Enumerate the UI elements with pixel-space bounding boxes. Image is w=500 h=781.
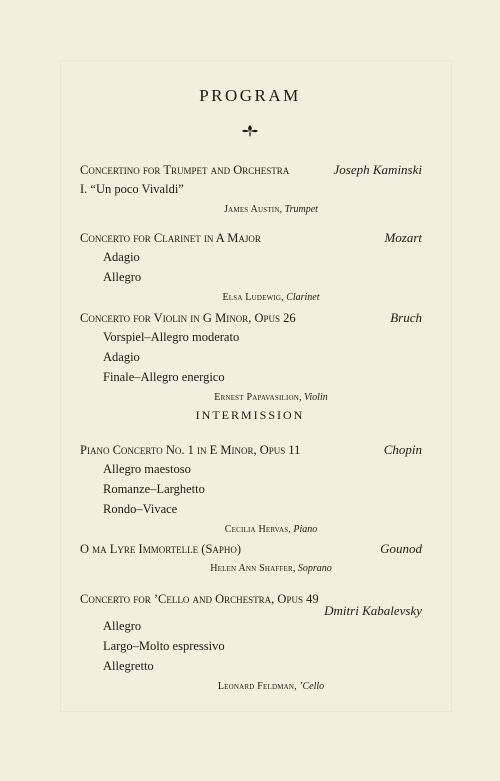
- composer-name: Bruch: [390, 310, 422, 325]
- performer-credit: Elsa Ludewig, Clarinet: [222, 292, 320, 303]
- composer-name: Dmitri Kabalevsky: [324, 603, 422, 618]
- work-title: Concerto for Violin in G Minor, Opus 26: [80, 311, 296, 325]
- work-title: Concertino for Trumpet and Orchestra: [80, 163, 290, 177]
- composer-name: Mozart: [384, 230, 422, 245]
- program-entry: [80, 540, 422, 576]
- movement: Vorspiel–Allegro moderato: [103, 330, 240, 344]
- work-title: O ma Lyre Immortelle (Sapho): [80, 542, 242, 556]
- composer-name: Chopin: [383, 442, 422, 457]
- composer-name: Joseph Kaminski: [333, 162, 422, 177]
- movement: I. “Un poco Vivaldi”: [80, 182, 184, 196]
- work-title: Concerto for ’Cello and Orchestra, Opus 49: [80, 592, 319, 606]
- performer-name: Elsa Ludewig: [222, 292, 282, 303]
- fleuron-ornament-icon: [241, 124, 259, 138]
- program-entry: [80, 229, 422, 305]
- performer-instrument: Violin: [304, 392, 328, 403]
- movement: Allegro maestoso: [103, 462, 191, 476]
- performer-instrument: Clarinet: [286, 292, 320, 303]
- performer-name: Ernest Papavasilion: [214, 392, 300, 403]
- performer-instrument: Piano: [293, 524, 318, 535]
- movement: Romanze–Larghetto: [103, 482, 205, 496]
- performer-name: Leonard Feldman: [217, 681, 295, 692]
- performer-name: Cecilia Hervas: [224, 524, 289, 535]
- movement: Finale–Allegro energico: [103, 370, 225, 384]
- movement: Allegro: [103, 619, 142, 633]
- performer-credit: James Austin, Trumpet: [224, 204, 318, 215]
- performer-credit: Leonard Feldman, ’Cello: [217, 681, 325, 692]
- movement: Adagio: [103, 350, 140, 364]
- intermission-label: INTERMISSION: [195, 408, 305, 422]
- performer-credit: Ernest Papavasilion, Violin: [214, 392, 328, 403]
- performer-name: James Austin: [224, 204, 280, 215]
- program-entry: [80, 309, 422, 405]
- movement: Allegro: [103, 270, 142, 284]
- movement: Rondo–Vivace: [103, 502, 178, 516]
- performer-credit: Cecilia Hervas, Piano: [224, 524, 318, 535]
- work-title: Concerto for Clarinet in A Major: [80, 231, 261, 245]
- program-entry: [80, 161, 422, 217]
- work-title: Piano Concerto No. 1 in E Minor, Opus 11: [80, 443, 301, 457]
- movement: Adagio: [103, 250, 140, 264]
- composer-name: Gounod: [380, 541, 422, 556]
- performer-instrument: ’Cello: [299, 681, 325, 692]
- performer-instrument: Trumpet: [284, 204, 318, 215]
- movement: Allegretto: [103, 659, 154, 673]
- program-entry: [80, 441, 422, 537]
- program-heading: PROGRAM: [199, 86, 301, 105]
- program-entry: [80, 590, 422, 694]
- performer-instrument: Soprano: [297, 563, 332, 574]
- performer-name: Helen Ann Shaffer: [210, 563, 293, 574]
- performer-credit: Helen Ann Shaffer, Soprano: [210, 563, 332, 574]
- movement: Largo–Molto espressivo: [103, 639, 225, 653]
